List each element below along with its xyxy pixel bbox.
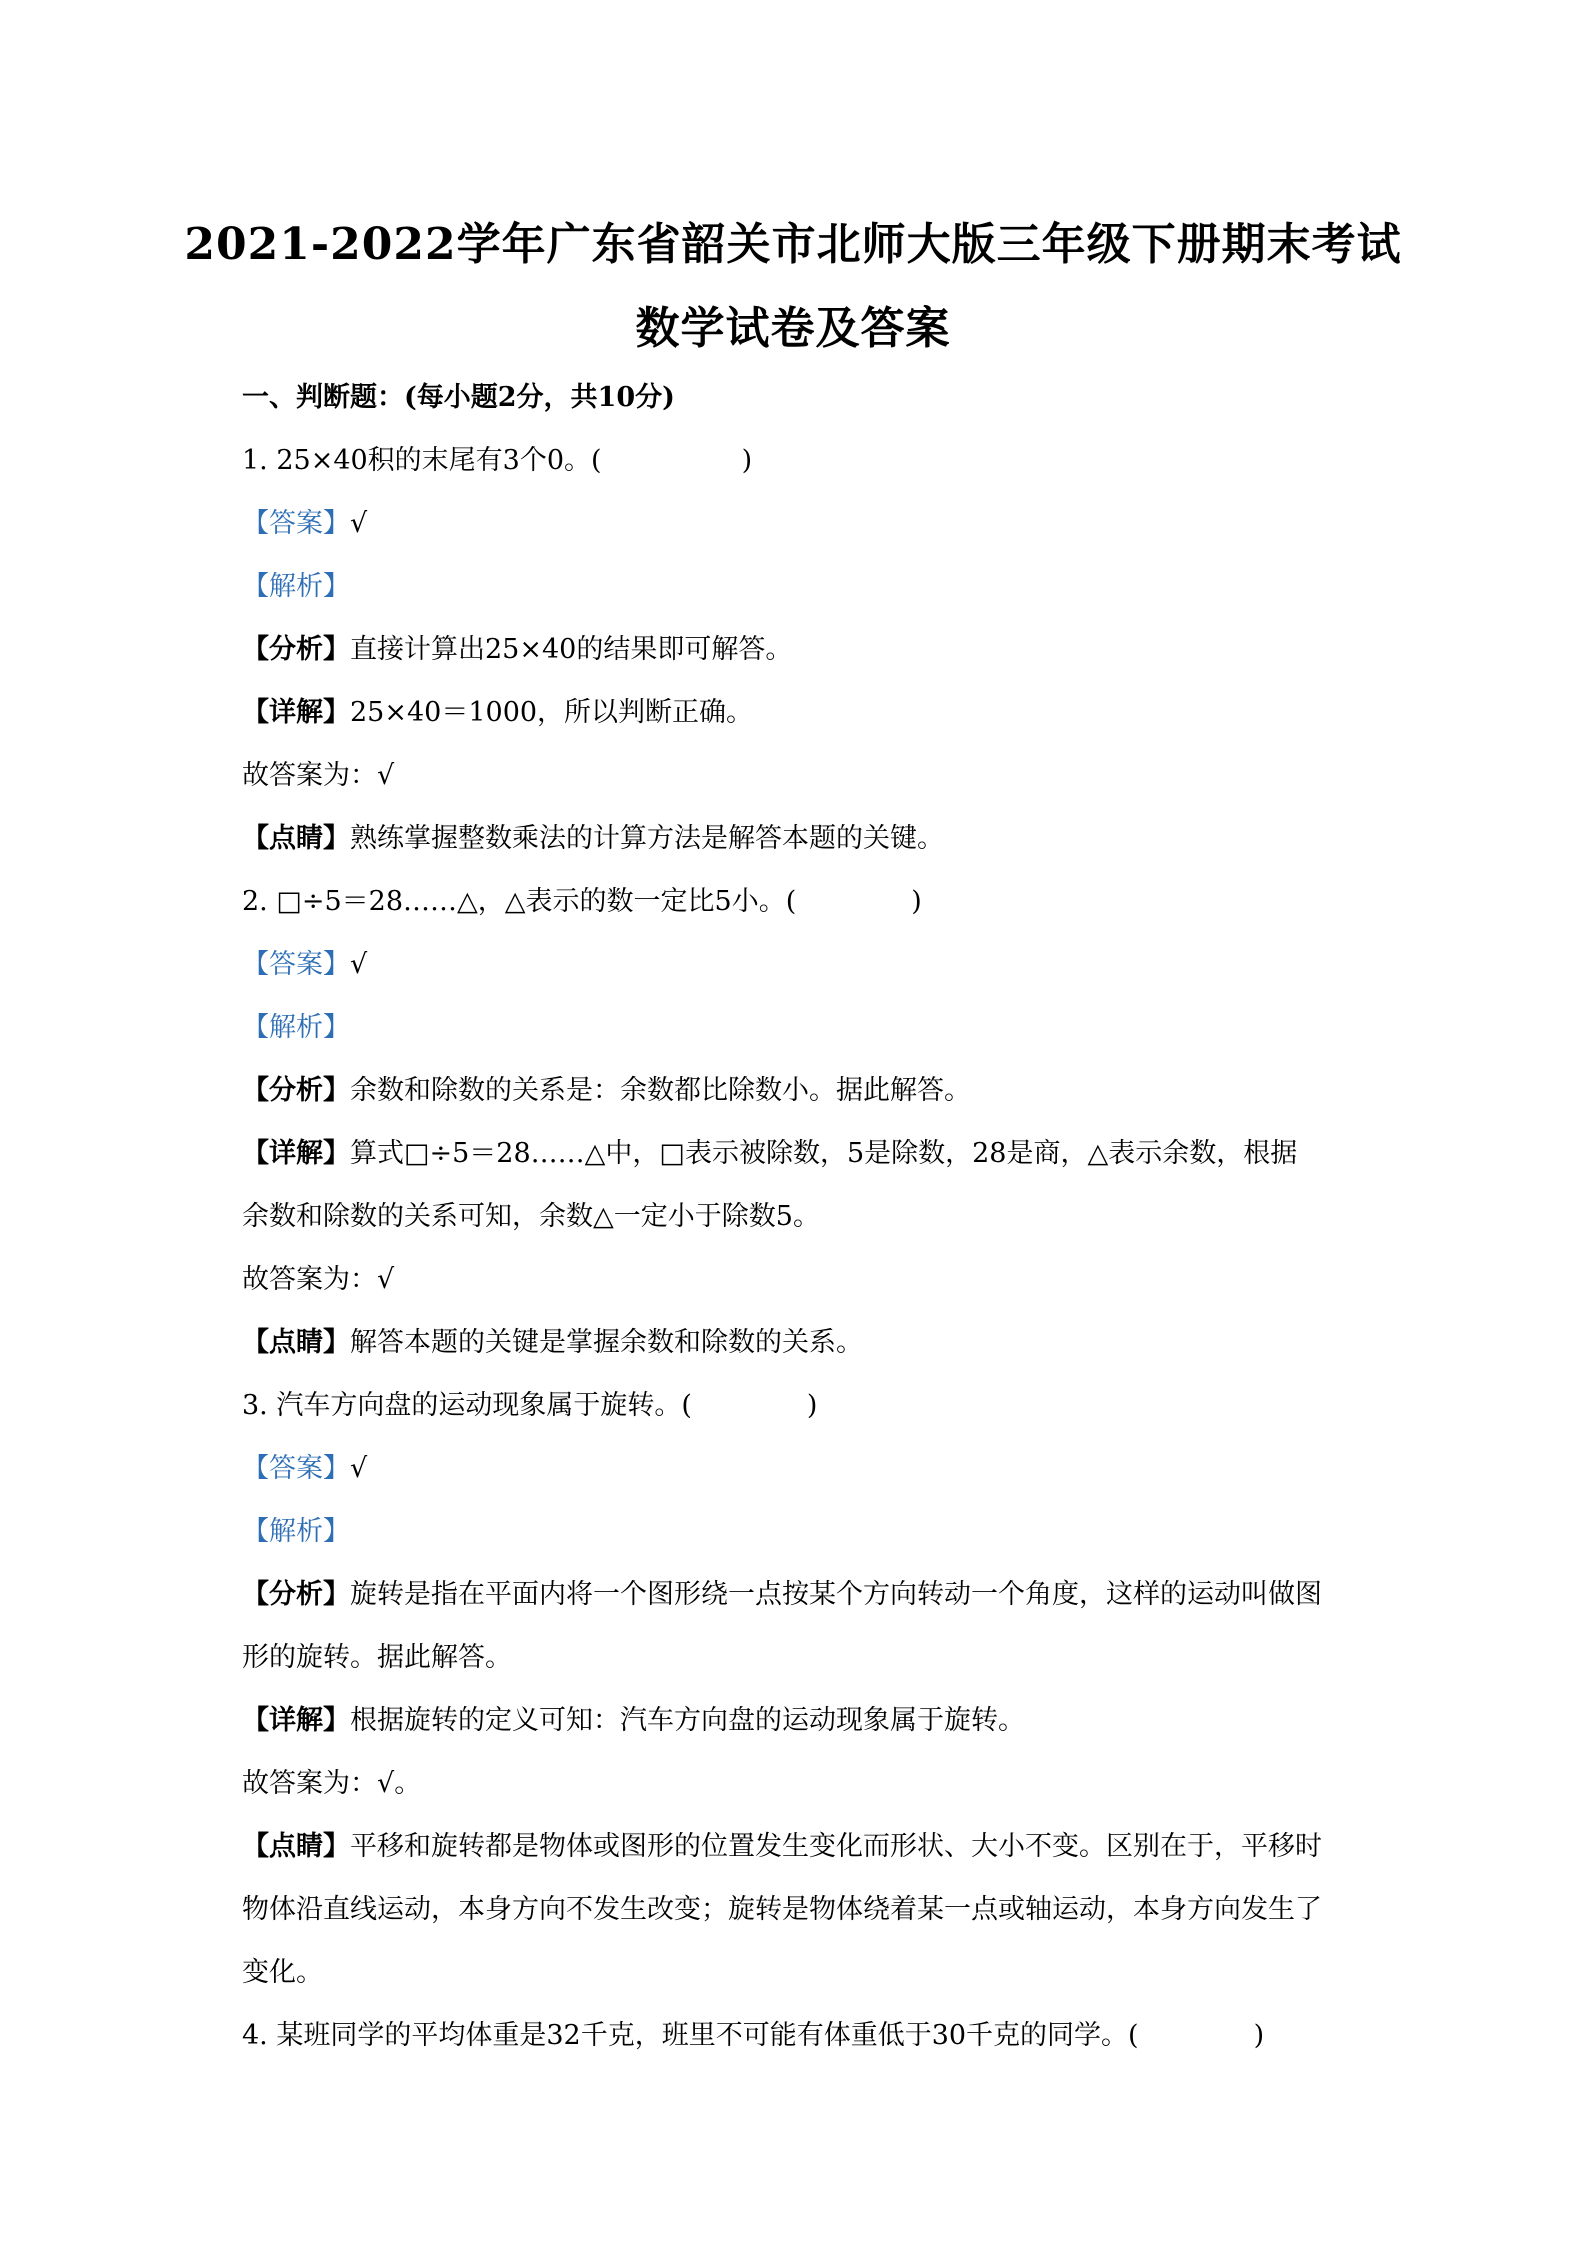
section-heading: 一、判断题：(每小题2分，共10分)	[242, 382, 675, 413]
answer-label: 【答案】	[242, 508, 350, 539]
question-2-fenxi: 【分析】余数和除数的关系是：余数都比除数小。据此解答。	[242, 1075, 971, 1106]
question-3-xiangjie: 【详解】根据旋转的定义可知：汽车方向盘的运动现象属于旋转。	[242, 1705, 1025, 1736]
question-1-stem: 1. 25×40积的末尾有3个0。( )	[242, 445, 753, 476]
question-4-stem: 4. 某班同学的平均体重是32千克，班里不可能有体重低于30千克的同学。( )	[242, 2020, 1265, 2051]
question-3-fenxi-cont: 形的旋转。据此解答。	[242, 1642, 512, 1673]
question-3-answer	[242, 1446, 367, 1485]
question-1-dianjing: 【点睛】熟练掌握整数乘法的计算方法是解答本题的关键。	[242, 823, 944, 854]
answer-value: √	[350, 1453, 368, 1484]
question-3-analysis-label: 【解析】	[242, 1516, 350, 1547]
question-3-fenxi: 【分析】旋转是指在平面内将一个图形绕一点按某个方向转动一个角度，这样的运动叫做图	[242, 1579, 1322, 1610]
question-3-dianjing-cont1: 物体沿直线运动，本身方向不发生改变；旋转是物体绕着某一点或轴运动，本身方向发生了	[242, 1894, 1322, 1925]
answer-value: √	[350, 508, 368, 539]
question-1-analysis-label: 【解析】	[242, 571, 350, 602]
answer-value: √	[350, 949, 368, 980]
question-1-conclusion: 故答案为：√	[242, 760, 395, 791]
question-1-answer	[242, 501, 367, 540]
question-3-dianjing-cont2: 变化。	[242, 1957, 323, 1988]
question-2-analysis-label: 【解析】	[242, 1012, 350, 1043]
document-title-line2: 数学试卷及答案	[635, 303, 951, 354]
question-3-dianjing: 【点睛】平移和旋转都是物体或图形的位置发生变化而形状、大小不变。区别在于，平移时	[242, 1831, 1322, 1862]
question-2-xiangjie: 【详解】算式□÷5＝28……△中，□表示被除数，5是除数，28是商，△表示余数，根据	[242, 1138, 1298, 1169]
question-3-stem: 3. 汽车方向盘的运动现象属于旋转。( )	[242, 1390, 818, 1421]
question-1-xiangjie: 【详解】25×40＝1000，所以判断正确。	[242, 697, 754, 728]
answer-label: 【答案】	[242, 949, 350, 980]
question-1-fenxi: 【分析】直接计算出25×40的结果即可解答。	[242, 634, 793, 665]
answer-label: 【答案】	[242, 1453, 350, 1484]
question-2-stem: 2. □÷5＝28……△，△表示的数一定比5小。( )	[242, 886, 922, 917]
question-2-answer	[242, 942, 367, 981]
question-2-dianjing: 【点睛】解答本题的关键是掌握余数和除数的关系。	[242, 1327, 863, 1358]
document-title-line1: 2021-2022学年广东省韶关市北师大版三年级下册期末考试	[184, 219, 1402, 270]
question-2-conclusion: 故答案为：√	[242, 1264, 395, 1295]
question-3-conclusion: 故答案为：√。	[242, 1768, 422, 1799]
question-2-xiangjie-cont: 余数和除数的关系可知，余数△一定小于除数5。	[242, 1201, 820, 1232]
